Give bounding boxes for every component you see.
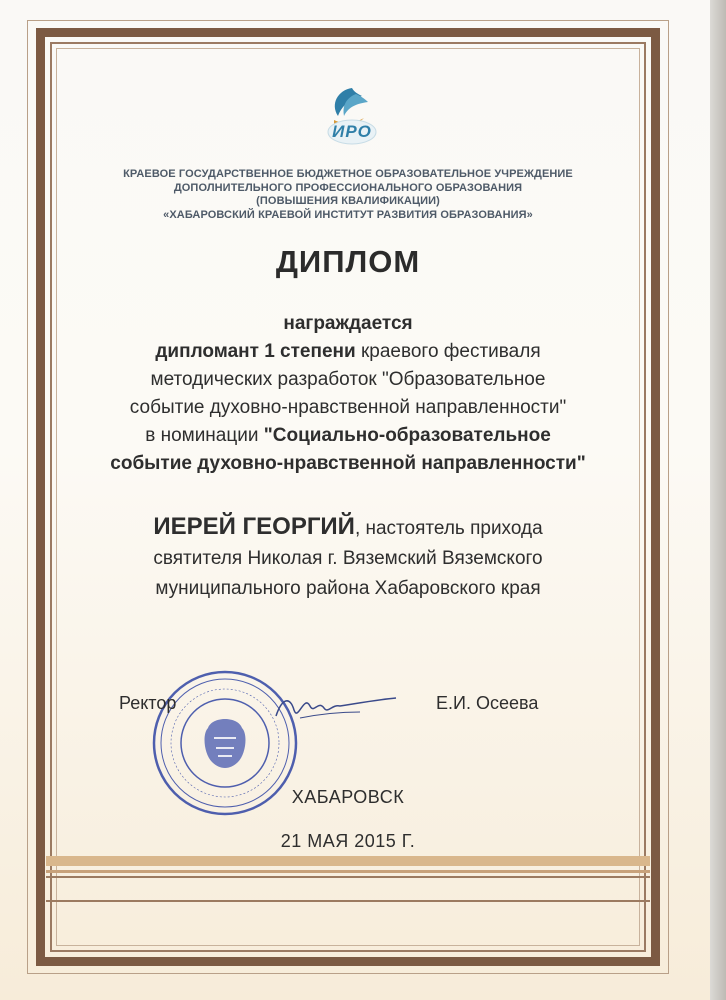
recipient-name: ИЕРЕЙ ГЕОРГИЙ [153, 513, 355, 540]
award-line: методических разработок "Образовательное [150, 369, 546, 390]
nomination-name-cont: событие духовно-нравственной направленности" [110, 453, 586, 474]
logo-text: ИРО [332, 122, 372, 141]
recipient-line: святителя Николая г. Вяземский Вяземского [153, 548, 543, 569]
organization-line: КРАЕВОЕ ГОСУДАРСТВЕННОЕ БЮДЖЕТНОЕ ОБРАЗОВАТЕЛЬНОЕ УЧРЕЖДЕНИЕ [123, 168, 573, 180]
issue-city: ХАБАРОВСК [291, 787, 405, 807]
signatory-name: Е.И. Осеева [436, 693, 539, 713]
paper-edge [710, 0, 726, 1000]
recipient-position: , настоятель прихода [354, 518, 543, 539]
iro-swirl-logo-icon [316, 80, 388, 152]
issue-date: 21 МАЯ 2015 Г. [280, 831, 416, 851]
recipient-line: муниципального района Хабаровского края [155, 578, 541, 599]
award-degree: дипломант 1 степени [155, 341, 356, 362]
nomination-name: "Социально-образовательное [263, 425, 551, 446]
organization-line: «ХАБАРОВСКИЙ КРАЕВОЙ ИНСТИТУТ РАЗВИТИЯ ОБРАЗОВАНИЯ» [163, 208, 533, 221]
award-text [60, 310, 636, 478]
award-festival: краевого фестиваля [355, 341, 541, 362]
bottom-ornament-band [46, 856, 650, 866]
bottom-ornament-line [46, 876, 650, 878]
nomination-prefix: в номинации [145, 425, 264, 446]
organization-name [60, 168, 636, 222]
bottom-ornament-stripe [46, 870, 650, 873]
award-line: событие духовно-нравственной направленности" [129, 397, 567, 418]
document-title: ДИПЛОМ [275, 244, 421, 279]
bottom-ornament-line-lower [46, 900, 650, 902]
signature-icon [270, 688, 400, 724]
recipient-block [60, 512, 636, 604]
signatory-title: Ректор [119, 693, 177, 713]
awarded-label: награждается [283, 313, 413, 334]
organization-line: (ПОВЫШЕНИЯ КВАЛИФИКАЦИИ) [256, 195, 440, 207]
organization-line: ДОПОЛНИТЕЛЬНОГО ПРОФЕССИОНАЛЬНОГО ОБРАЗОВАНИЯ [173, 181, 523, 194]
